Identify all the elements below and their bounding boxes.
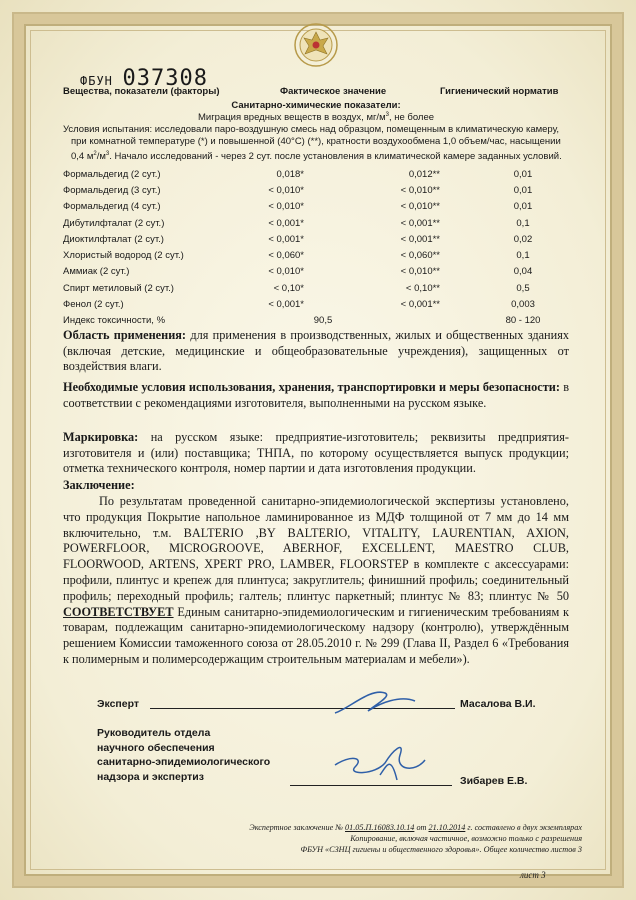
head-signature-line [290, 785, 452, 786]
column-norm: Гигиенический норматив [440, 86, 559, 97]
expert-signature-icon [330, 683, 420, 723]
table-row: Формальдегид (2 сут.) 0,018* 0,012** 0,01 [63, 168, 533, 180]
conclusion-label: Заключение: [63, 478, 135, 492]
table-row: Формальдегид (3 сут.) < 0,010* < 0,010** 0,01 [63, 184, 533, 196]
footer-note: Экспертное заключение № 01.05.П.16083.10.14 от 21.10.2014 г. составлено в двух экземплярах Копирование, включая частичное, возможно только с разрешения ФБУН «СЗНЦ гигиены и общественного здоровья». Общее количество листов 3 [249, 823, 582, 854]
table-row: Фенол (2 сут.) < 0,001* < 0,001** 0,003 [63, 299, 535, 311]
head-title: Руководитель отдела научного обеспечения санитарно-эпидемиологического надзора и экспертиз [97, 727, 271, 783]
conclusion-paragraph: По результатам проведенной санитарно-эпидемиологической экспертизы установлено, что продукция Покрытие напольное ламинированное из МДФ толщиной от 7 мм до 14 мм включительно, т.м. BALTERIO ,BY BALTERIO, VITALITY, LAURENTIAN, AXION, POWERFLOOR, MICROGROOVE, ABERHOF, EXCELLENT, MAESTRO CLUB, FLOORWOOD, ARTENS, XPERT PRO, LAMBER, FLOORSTEP в комплекте с аксессуарами: профили, плинтус и крепеж для плинтуса; закруглитель; финишний профиль; соединительный профиль; переходный профиль; галтель; плинтус паркетный; плинтус № 83; плинтус № 50 СООТВЕТСТВУЕТ Единым санитарно-эпидемиологическим и гигиеническим требованиям к товарам, подлежащим санитарно-эпидемиологическому надзору (контролю), утверждённым решением Комиссии таможенного союза от 28.05.2010 г. № 299 (Глава II, Раздел 6 «Требования к полимерным и полимерсодержащим строительным материалам и мебели»). [63, 494, 569, 666]
head-signature-icon [325, 735, 435, 785]
fbun-prefix: ФБУН [80, 74, 113, 88]
table-row: Хлористый водород (2 сут.) < 0,060* < 0,060** 0,1 [63, 250, 530, 262]
column-substances: Вещества, показатели (факторы) [63, 86, 220, 97]
expert-label: Эксперт [97, 698, 140, 710]
verdict: СООТВЕТСТВУЕТ [63, 604, 174, 619]
scope-paragraph: Область применения: для применения в производственных, жилых и общественных зданиях (включая детские, медицинские и общеобразовательные учреждения), защищенных от воздействия влаги. [63, 328, 570, 373]
column-actual: Фактическое значение [280, 86, 387, 97]
section-title: Санитарно-химические показатели: [231, 100, 401, 111]
table-row: Диоктилфталат (2 сут.) < 0,001* < 0,001** 0,02 [63, 233, 533, 245]
fbun-number: 037308 [122, 66, 209, 91]
table-row: Спирт метиловый (2 сут.) < 0,10* < 0,10** 0,5 [63, 282, 530, 294]
table-row: Аммиак (2 сут.) < 0,010* < 0,010** 0,04 [63, 266, 533, 278]
sheet-number: лист 3 [520, 870, 546, 880]
expert-name: Масалова В.И. [460, 698, 536, 710]
migration-title: Миграция вредных веществ в воздух, $мг/м^3$, не более [197, 112, 435, 124]
head-name: Зибарев Е.В. [460, 775, 528, 787]
table-row-toxicity: Индекс токсичности, % 90,5 80 - 120 [63, 315, 541, 327]
test-conditions: Условия испытания: исследовали паро-воздушную смесь над образцом, помещенным в климатическую камеру, при комнатной температуре (*) и повышенной (40°С) (**), кратности воздухообмена 1,0 объем/час, насыщении 0,4 $м^2/м^3$. Начало исследований - через 2 сут. после установления в климатической камере заданных условий. [63, 124, 562, 163]
measurements-table [63, 166, 568, 329]
table-row: Формальдегид (4 сут.) < 0,010* < 0,010** 0,01 [63, 201, 533, 213]
conditions-paragraph: Необходимые условия использования, хранения, транспортировки и меры безопасности: в соответствии с рекомендациями изготовителя, выполненными на русском языке. [63, 380, 569, 410]
marking-paragraph: Маркировка: на русском языке: предприятие-изготовитель; реквизиты предприятия-изготовителя и (или) поставщика; ТНПА, по которому осуществляется выпуск продукции; отметка технического контроля, номер партии и дата изготовления продукции. [63, 430, 569, 475]
emblem-icon [293, 22, 339, 68]
table-row: Дибутилфталат (2 сут.) < 0,001* < 0,001** 0,1 [63, 217, 530, 229]
